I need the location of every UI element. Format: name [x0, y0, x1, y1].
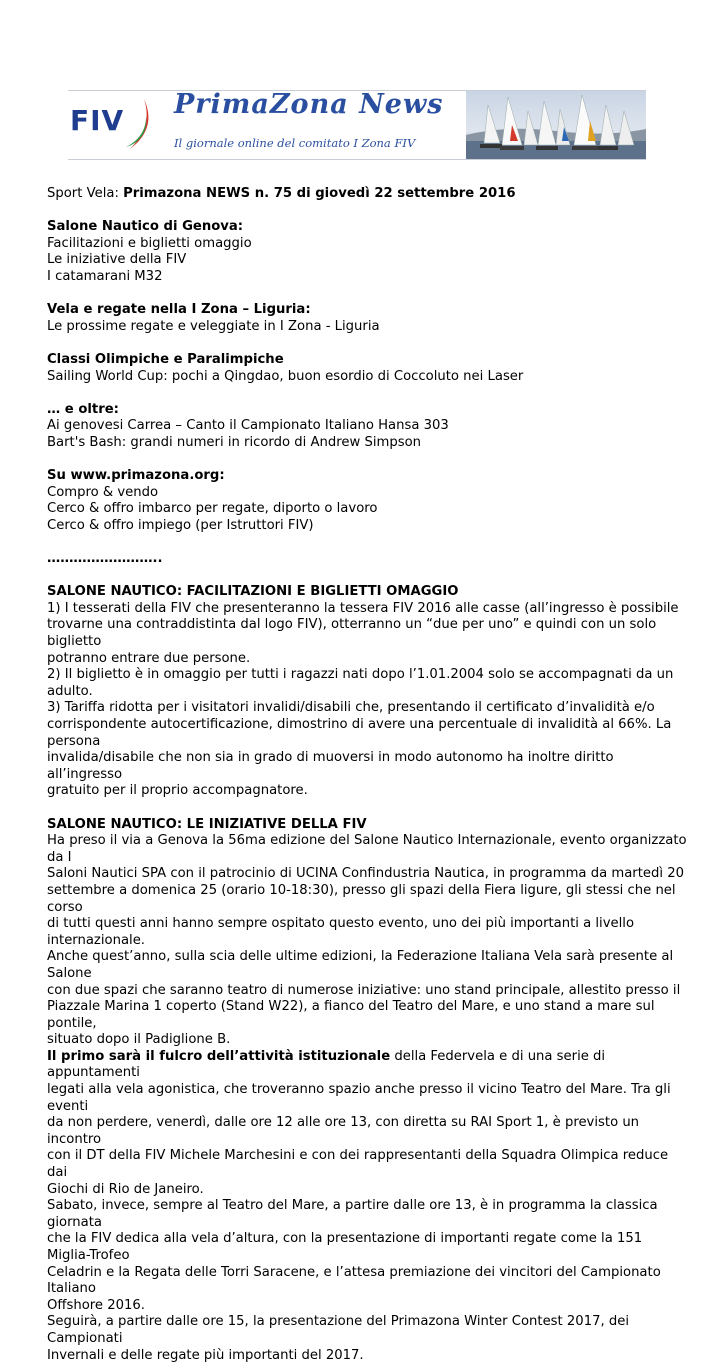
body-line: trovarne una contraddistinta dal logo FIV), otterranno un “due per uno” e quindi con un solo biglietto: [47, 617, 657, 650]
section-heading: SALONE NAUTICO: LE INIZIATIVE DELLA FIV: [47, 816, 367, 832]
regatta-photo: [466, 91, 646, 159]
body-line: Giochi di Rio de Janeiro.: [47, 1181, 204, 1197]
body-line: Ha preso il via a Genova la 56ma edizione del Salone Nautico Internazionale, evento organizzato da I: [47, 833, 687, 865]
newsletter-banner: [68, 90, 646, 160]
sail-swoosh-icon: [124, 97, 160, 153]
body-line: situato dopo il Padiglione B.: [47, 1032, 231, 1048]
toc-item[interactable]: Compro & vendo: [47, 484, 159, 500]
body-line: Saloni Nautici SPA con il patrocinio di UCINA Confindustria Nautica, in programma da martedì 20: [47, 866, 684, 882]
body-line: settembre a domenica 25 (orario 10-18:30), presso gli spazi della Fiera ligure, gli stessi che nel corso: [47, 882, 676, 915]
toc-heading: Salone Nautico di Genova:: [47, 219, 244, 235]
body-line: Sabato, invece, sempre al Teatro del Mare, a partire dalle ore 13, è in programma la classica giornata: [47, 1198, 658, 1230]
newsletter-title: PrimaZona News: [174, 90, 444, 120]
body-line: corrispondente autocertificazione, dimostrino di avere una percentuale di invalidità al 66%. La persona: [47, 717, 672, 749]
body-line: da non perdere, venerdì, dalle ore 12 alle ore 13, con diretta su RAI Sport 1, è previsto un incontro: [47, 1115, 640, 1147]
toc-heading: Classi Olimpiche e Paralimpiche: [47, 351, 284, 367]
body-line: Seguirà, a partire dalle ore 15, la presentazione del Primazona Winter Contest 2017, dei Campionati: [47, 1314, 630, 1346]
body-line: internazionale.: [47, 932, 145, 948]
newsletter-body: [47, 186, 687, 1364]
body-line: gratuito per il proprio accompagnatore.: [47, 783, 308, 799]
toc-item[interactable]: Cerco & offro impiego (per Istruttori FIV): [47, 517, 314, 533]
fiv-logo-text: FIV: [70, 104, 125, 137]
issue-header: [47, 186, 687, 203]
body-line: Offshore 2016.: [47, 1297, 145, 1313]
body-line: di tutti questi anni hanno sempre ospitato questo evento, uno dei più importanti a livello: [47, 916, 635, 932]
body-line: Anche quest’anno, sulla scia delle ultime edizioni, la Federazione Italiana Vela sarà presente al Salone: [47, 949, 674, 981]
toc-heading: Su www.primazona.org:: [47, 468, 225, 484]
toc-item[interactable]: Le prossime regate e veleggiate in I Zona - Liguria: [47, 318, 380, 334]
toc-item[interactable]: Sailing World Cup: pochi a Qingdao, buon esordio di Coccoluto nei Laser: [47, 368, 524, 384]
body-line: invalida/disabile che non sia in grado di muoversi in modo autonomo ha inoltre diritto all’ingresso: [47, 750, 614, 782]
body-line: potranno entrare due persone.: [47, 650, 251, 666]
fiv-logo: [68, 91, 160, 159]
body-line: legati alla vela agonistica, che troveranno spazio anche presso il vicino Teatro del Mare. Tra gli eventi: [47, 1082, 671, 1114]
toc-heading: … e oltre:: [47, 401, 119, 417]
body-line: [47, 1049, 687, 1082]
toc-item[interactable]: Le iniziative della FIV: [47, 252, 187, 268]
toc-item[interactable]: Cerco & offro imbarco per regate, diporto o lavoro: [47, 501, 378, 517]
newsletter-title-block: [160, 91, 466, 159]
toc-heading: Vela e regate nella I Zona – Liguria:: [47, 302, 311, 318]
body-line: 1) I tesserati della FIV che presenteranno la tessera FIV 2016 alle casse (all’ingresso è possibile: [47, 600, 679, 616]
body-line: con due spazi che saranno teatro di numerose iniziative: uno stand principale, allestito presso il: [47, 982, 681, 998]
toc-item[interactable]: Ai genovesi Carrea – Canto il Campionato Italiano Hansa 303: [47, 418, 449, 434]
toc-item[interactable]: Bart's Bash: grandi numeri in ricordo di Andrew Simpson: [47, 434, 422, 450]
issue-prefix: Sport Vela:: [47, 186, 124, 201]
body-line: 3) Tariffa ridotta per i visitatori invalidi/disabili che, presentando il certificato d’invalidità e/o: [47, 700, 655, 716]
section-heading: SALONE NAUTICO: FACILITAZIONI E BIGLIETTI OMAGGIO: [47, 584, 459, 600]
body-line: con il DT della FIV Michele Marchesini e con dei rappresentanti della Squadra Olimpica reduce dai: [47, 1148, 669, 1181]
toc-item[interactable]: I catamarani M32: [47, 268, 163, 284]
body-line: che la FIV dedica alla vela d’altura, con la presentazione di importanti regate come la 151 Miglia-Trofeo: [47, 1231, 643, 1263]
toc-item[interactable]: Facilitazioni e biglietti omaggio: [47, 235, 252, 251]
body-line: Celadrin e la Regata delle Torri Saracene, e l’attesa premiazione dei vincitori del Campionato Italiano: [47, 1264, 661, 1297]
newsletter-subtitle: Il giornale online del comitato I Zona FIV: [174, 136, 416, 150]
body-line: 2) Il biglietto è in omaggio per tutti i ragazzi nati dopo l’1.01.2004 solo se accompagnati da un adulto.: [47, 667, 674, 699]
regatta-photo-image: [466, 91, 646, 159]
body-line: Piazzale Marina 1 coperto (Stand W22), a fianco del Teatro del Mare, e uno stand a mare sul pontile,: [47, 999, 655, 1031]
separator: ……………………..: [47, 551, 163, 567]
bold-lead: Il primo sarà il fulcro dell’attività istituzionale: [47, 1048, 391, 1064]
bold-lead-rest: della Federvela e di una serie di appuntamenti: [47, 1048, 606, 1081]
issue-title: Primazona NEWS n. 75 di giovedì 22 settembre 2016: [123, 186, 516, 201]
body-line: Invernali e delle regate più importanti del 2017.: [47, 1347, 364, 1363]
